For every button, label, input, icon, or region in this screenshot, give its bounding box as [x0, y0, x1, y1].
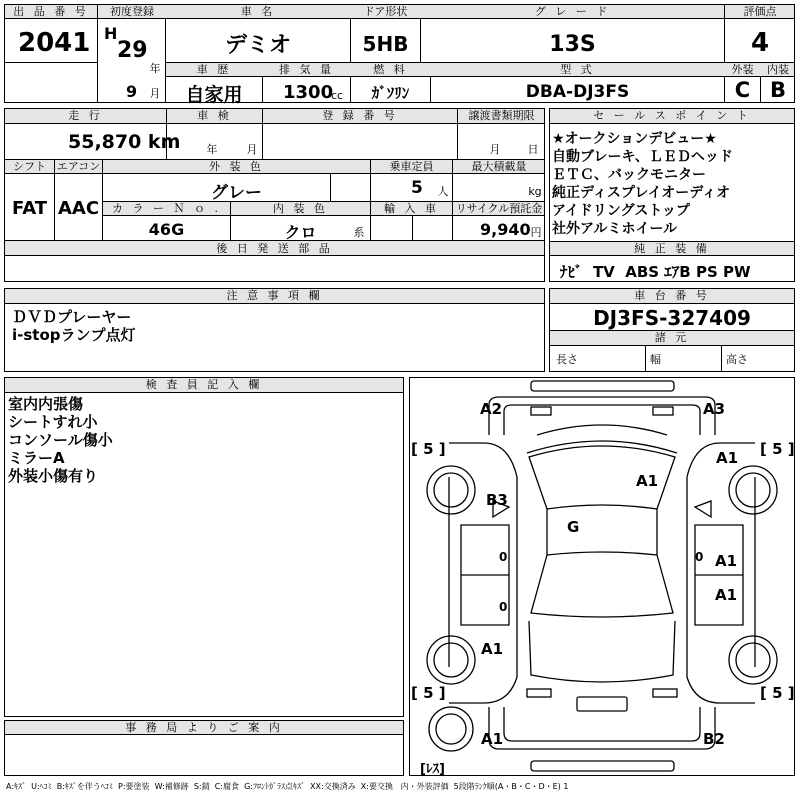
inspector-line: シートすれ小 — [8, 413, 98, 431]
import-label: 輸 入 車 — [384, 202, 439, 215]
grade: 13S — [549, 32, 596, 57]
later-parts-label: 後 日 発 送 部 品 — [216, 242, 333, 255]
score: 4 — [750, 28, 770, 58]
height-label: 高さ — [726, 353, 748, 366]
damage-mark: A3 — [703, 400, 726, 418]
recycle-label: リサイクル預託金 — [455, 202, 543, 215]
shift: FAT — [11, 198, 48, 219]
ac: AAC — [57, 198, 100, 219]
door-label: ドア形状 — [363, 5, 408, 18]
inspection-label: 車 検 — [197, 109, 232, 122]
reg-number-label: 登 録 番 号 — [322, 109, 398, 122]
first-reg-label: 初度登録 — [110, 5, 154, 18]
car-diagram — [409, 377, 795, 776]
history-label: 車 歴 — [196, 63, 232, 76]
damage-mark: 0 — [499, 600, 508, 614]
lot-number: 2041 — [18, 28, 91, 58]
damage-mark: A1 — [715, 586, 738, 604]
car-name: デミオ — [224, 33, 291, 58]
shift-label: シフト — [13, 160, 46, 173]
ext-grade: C — [734, 78, 751, 102]
load-label: 最大積載量 — [471, 160, 527, 173]
int-color: クロ — [284, 223, 317, 242]
sales-point: アイドリングストップ — [552, 203, 690, 219]
length-label: 長さ — [556, 353, 578, 366]
capacity: 5 — [411, 178, 423, 198]
insp-year-unit: 年 — [206, 143, 218, 156]
month-unit: 月 — [149, 87, 161, 100]
legend: A:ｷｽﾞ U:ﾍｺﾐ B:ｷｽﾞを伴うﾍｺﾐ P:要塗装 W:補修跡 S:錆 C:腐食 G:ﾌﾛﾝﾄｶﾞﾗｽ点ｷｽﾞ XX:交換済み X:要交換 内・外装評価 5段階ﾗﾝｸ順(A・B・C・D・E) 1 — [6, 782, 569, 791]
inspector-label: 検 査 員 記 入 欄 — [145, 378, 263, 391]
int-color-label: 内 装 色 — [273, 202, 328, 215]
int-grade-label: 内装 — [767, 63, 789, 76]
damage-mark: B2 — [703, 730, 725, 748]
displacement-unit: cc — [330, 89, 344, 102]
grade-label: グ レ ー ド — [534, 5, 611, 18]
damage-mark: A1 — [715, 552, 738, 570]
capacity-label: 乗車定員 — [389, 160, 434, 173]
transfer-month-unit: 月 — [489, 143, 501, 156]
color-no-label: カ ラ ー Ｎ ｏ . — [112, 202, 221, 215]
name-label: 車 名 — [240, 5, 276, 18]
int-color-unit: 系 — [353, 226, 365, 239]
displacement-label: 排 気 量 — [279, 63, 334, 76]
displacement: 1300 — [283, 82, 334, 103]
chassis-label: 車 台 番 号 — [634, 289, 710, 302]
fuel: ｶﾞｿﾘﾝ — [371, 84, 410, 102]
sales-point: 自動ブレーキ、ＬＥＤヘッド — [552, 149, 733, 165]
note-line: ＤＶＤプレーヤー — [12, 308, 132, 326]
sales-label: セ ー ル ス ポ イ ン ト — [593, 109, 751, 122]
sales-point: 社外アルミホイール — [552, 221, 678, 237]
color: グレー — [211, 183, 262, 203]
chassis-number: DJ3FS-327409 — [593, 306, 751, 330]
inspector-line: コンソール傷小 — [8, 431, 113, 449]
year-unit: 年 — [149, 62, 161, 75]
transfer-day-unit: 日 — [527, 143, 539, 156]
model-code: DBA-DJ3FS — [525, 82, 630, 102]
ac-label: エアコン — [56, 160, 101, 173]
damage-mark: A2 — [480, 400, 503, 418]
dims-label: 諸 元 — [654, 331, 690, 344]
reg-year: 29 — [117, 38, 148, 63]
damage-mark: A1 — [481, 640, 504, 658]
recycle-unit: 円 — [530, 226, 542, 239]
office-label: 事 務 局 よ り ご 案 内 — [125, 721, 283, 734]
inspector-line: ミラーA — [8, 449, 65, 467]
damage-mark: A1 — [636, 472, 659, 490]
era: H — [104, 24, 118, 43]
notes-label: 注 意 事 項 欄 — [226, 289, 323, 302]
int-grade: B — [769, 78, 786, 102]
recycle-fee: 9,940 — [480, 220, 531, 239]
inspector-line: 室内内張傷 — [8, 395, 84, 413]
fuel-label: 燃 料 — [373, 63, 408, 76]
mileage: 55,870 km — [68, 131, 181, 153]
sales-point: ＥＴＣ、バックモニター — [552, 167, 706, 183]
tire-mark: [ 5 ] — [760, 684, 795, 702]
damage-mark: A1 — [716, 449, 739, 467]
score-label: 評価点 — [743, 5, 777, 18]
mileage-label: 走 行 — [68, 109, 103, 122]
sales-point: 純正ディスプレイオーディオ — [552, 185, 731, 201]
damage-mark: 0 — [695, 550, 704, 564]
tire-mark: [ 5 ] — [411, 684, 446, 702]
insp-month-unit: 月 — [246, 143, 258, 156]
color-no: 46G — [148, 220, 185, 239]
tire-mark: [ 5 ] — [411, 440, 446, 458]
load-unit: kg — [528, 185, 542, 198]
damage-mark: B3 — [486, 491, 508, 509]
equipment-list: ﾅﾋﾞ TV ABS ｴｱB PS PW — [560, 263, 751, 281]
capacity-unit: 人 — [437, 185, 449, 198]
lot-label: 出 品 番 号 — [13, 5, 89, 18]
spare-tire-mark: [ﾚｽ] — [420, 762, 445, 777]
damage-mark: 0 — [499, 550, 508, 564]
damage-mark: A1 — [481, 730, 504, 748]
tire-mark: [ 5 ] — [760, 440, 795, 458]
model-label: 型 式 — [560, 63, 595, 76]
transfer-label: 譲渡書類期限 — [468, 109, 535, 122]
equipment-label: 純 正 装 備 — [634, 242, 710, 255]
damage-mark: G — [567, 518, 580, 536]
history: 自家用 — [185, 84, 243, 106]
reg-month: 9 — [126, 82, 138, 101]
inspector-line: 外装小傷有り — [8, 467, 99, 485]
note-line: i-stopランプ点灯 — [12, 326, 136, 344]
sales-point: ★オークションデビュー★ — [552, 131, 717, 147]
ext-grade-label: 外装 — [731, 63, 754, 76]
color-label: 外 装 色 — [209, 160, 264, 173]
width-label: 幅 — [650, 353, 661, 366]
door-type: 5HB — [362, 32, 409, 56]
